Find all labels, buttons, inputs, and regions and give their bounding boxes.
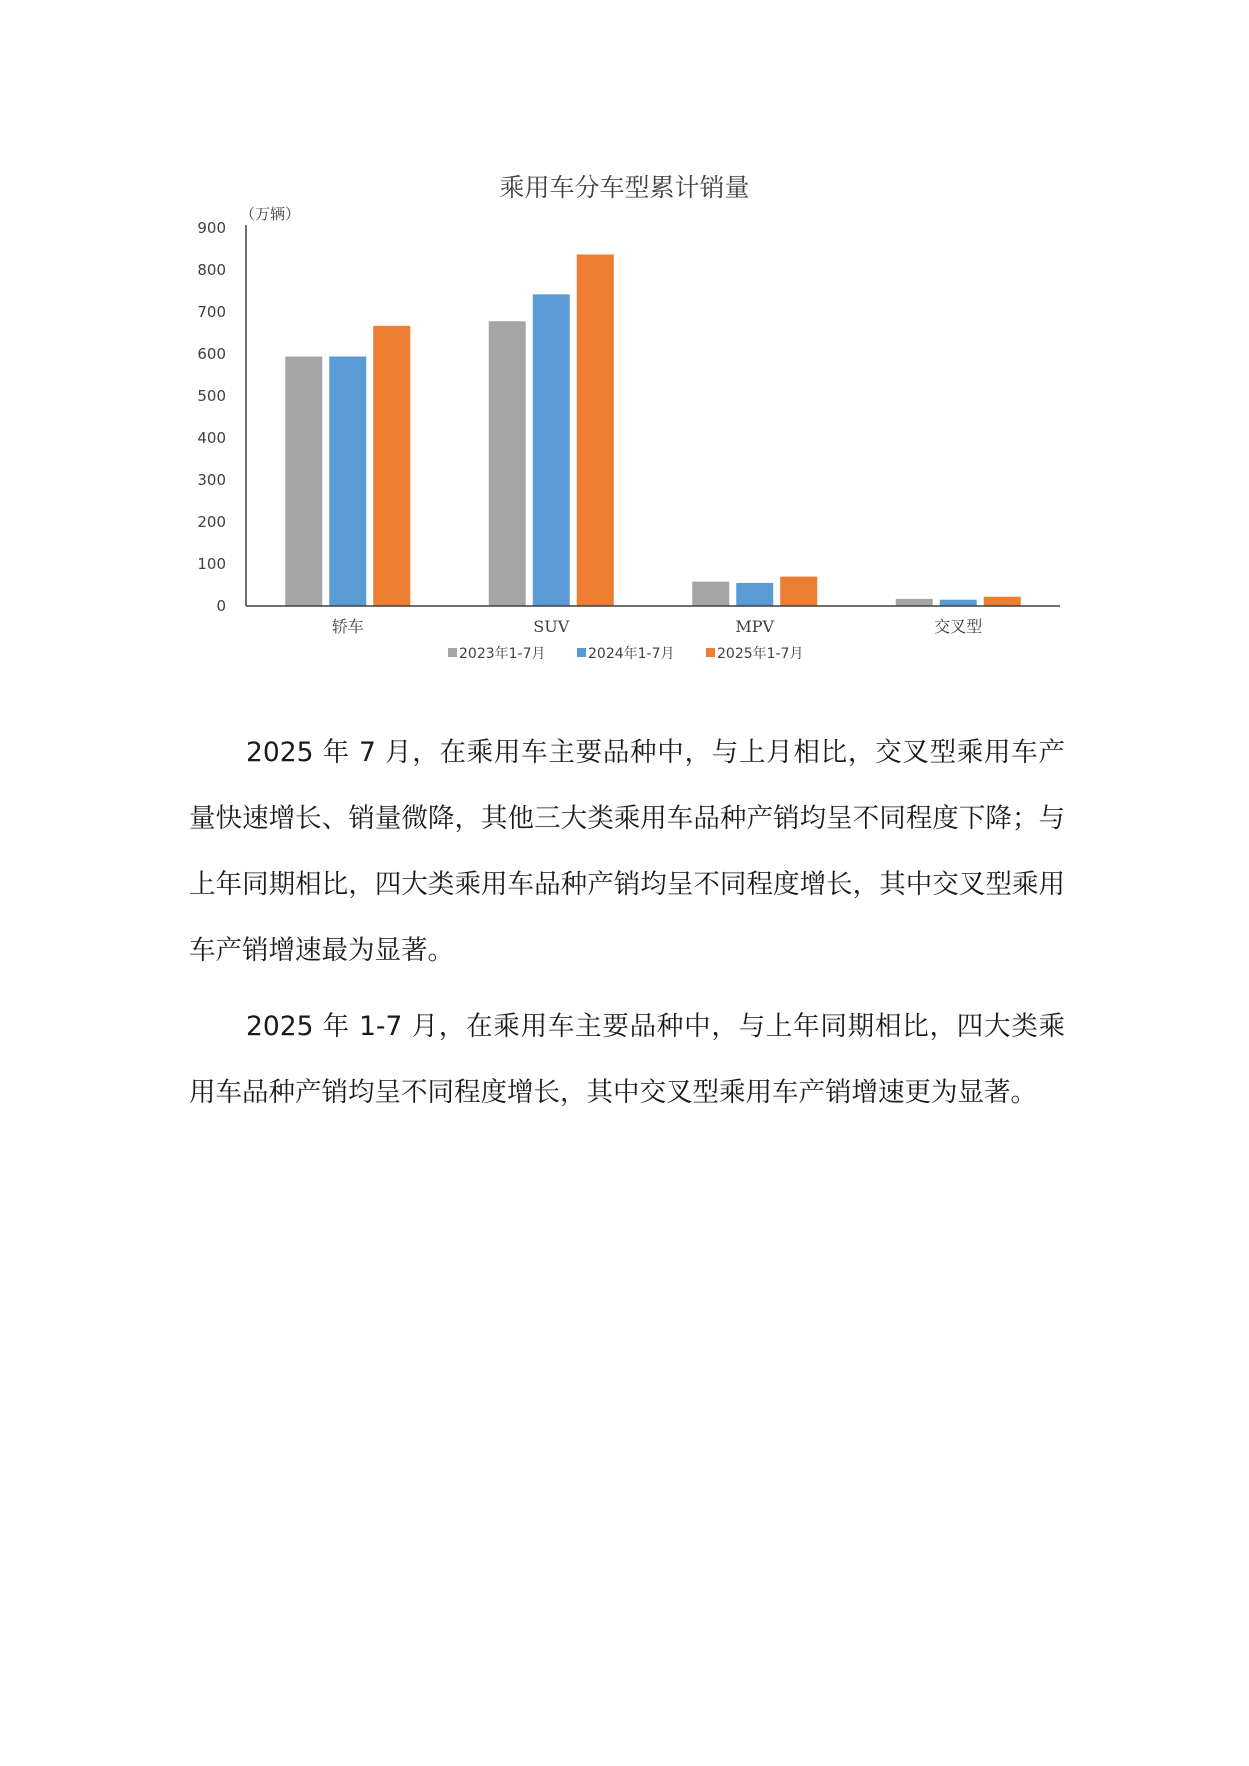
bar-chart xyxy=(0,0,1249,680)
bar xyxy=(329,357,366,606)
x-tick-label: SUV xyxy=(533,617,570,636)
bar xyxy=(285,357,322,606)
y-tick-label: 200 xyxy=(197,513,226,531)
paragraph-2: 2025 年 1-7 月，在乘用车主要品种中，与上年同期相比，四大类乘用车品种产销均呈不同程度增长，其中交叉型乘用车产销增速更为显著。 xyxy=(189,1011,1065,1108)
legend-label: 2023年1-7月 xyxy=(459,646,546,662)
bar xyxy=(692,582,729,606)
y-tick-label: 600 xyxy=(197,345,226,363)
paragraph-1: 2025 年 7 月，在乘用车主要品种中，与上月相比，交叉型乘用车产量快速增长、销量微降，其他三大类乘用车品种产销均呈不同程度下降；与上年同期相比，四大类乘用车品种产销均呈不同程度增长，其中交叉型乘用车产销增速最为显著。 xyxy=(189,737,1065,966)
bar-group xyxy=(285,254,1021,606)
bar xyxy=(780,577,817,606)
y-axis-unit-label: （万辆） xyxy=(240,205,301,223)
legend-swatch xyxy=(577,648,586,657)
bar xyxy=(577,254,614,606)
chart-title: 乘用车分车型累计销量 xyxy=(499,173,750,202)
bar xyxy=(940,600,977,606)
y-tick-label: 100 xyxy=(197,555,226,573)
legend-swatch xyxy=(448,648,457,657)
y-tick-label: 800 xyxy=(197,261,226,279)
legend xyxy=(448,645,804,662)
x-axis-labels xyxy=(332,617,983,636)
y-tick-label: 0 xyxy=(216,597,226,615)
y-axis-ticks xyxy=(197,219,226,615)
bar xyxy=(373,326,410,606)
x-tick-label: 轿车 xyxy=(331,617,364,636)
y-tick-label: 500 xyxy=(197,387,226,405)
bar xyxy=(896,599,933,606)
legend-label: 2024年1-7月 xyxy=(588,646,675,662)
x-tick-label: MPV xyxy=(735,617,775,636)
y-tick-label: 700 xyxy=(197,303,226,321)
y-tick-label: 400 xyxy=(197,429,226,447)
legend-swatch xyxy=(706,648,715,657)
bar xyxy=(736,583,773,606)
bar xyxy=(984,597,1021,606)
x-tick-label: 交叉型 xyxy=(934,617,983,636)
y-tick-label: 300 xyxy=(197,471,226,489)
y-tick-label: 900 xyxy=(197,219,226,237)
legend-label: 2025年1-7月 xyxy=(717,646,804,662)
bar xyxy=(533,294,570,606)
bar xyxy=(489,321,526,606)
